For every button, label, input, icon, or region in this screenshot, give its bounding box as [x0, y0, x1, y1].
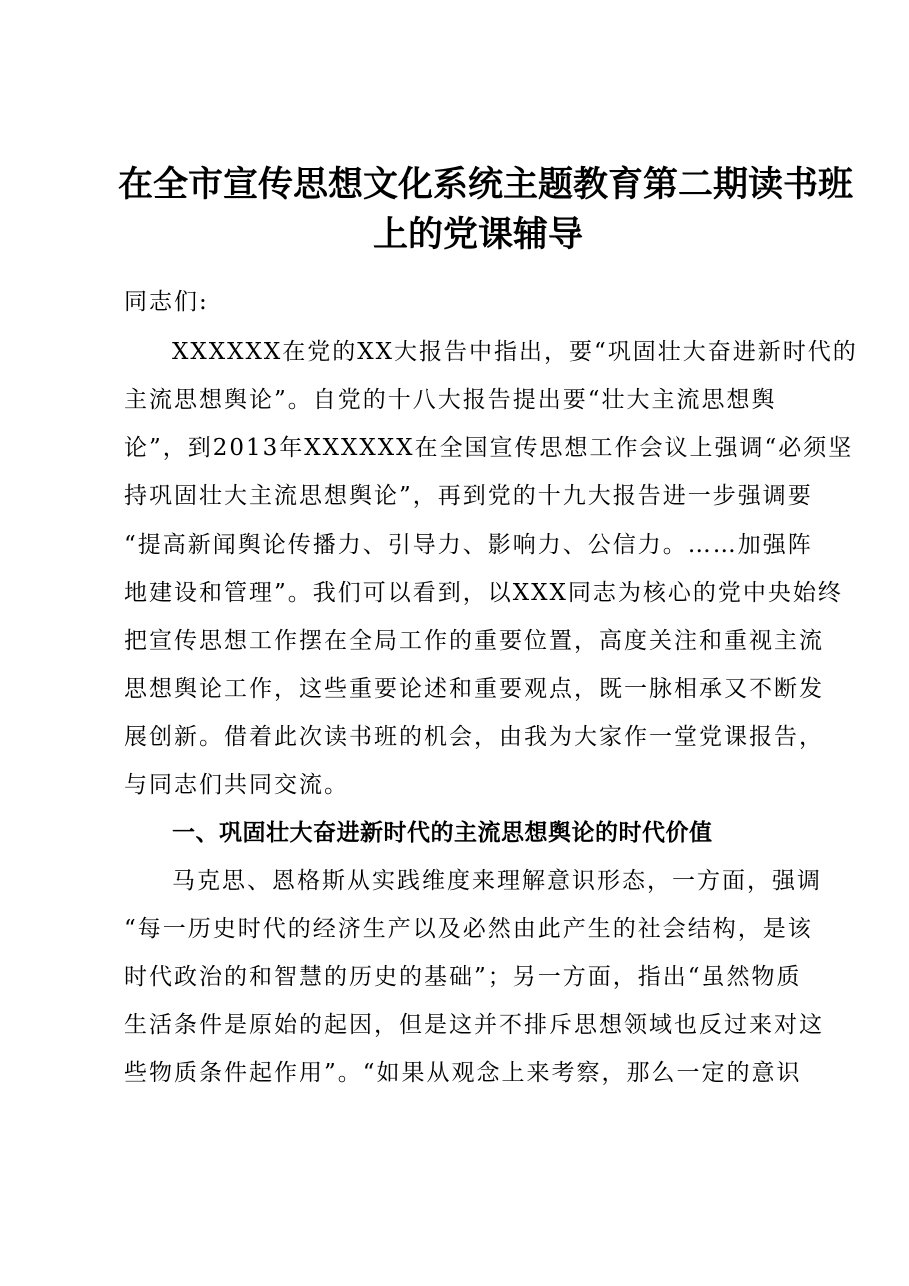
- paragraph-1-line-5: “提高新闻舆论传播力、引导力、影响力、公信力。……加强阵: [124, 532, 813, 558]
- paragraph-1-line-4: 持巩固壮大主流思想舆论”，再到党的十九大报告进一步强调要: [124, 483, 813, 509]
- salutation: 同志们:: [124, 289, 209, 315]
- paragraph-1-line-7: 把宣传思想工作摆在全局工作的重要位置，高度关注和重视主流: [124, 628, 824, 654]
- paragraph-2-line-4: 生活条件是原始的起因，但是这并不排斥思想领域也反过来对这: [124, 1012, 824, 1038]
- paragraph-1-line-10: 与同志们共同交流。: [124, 772, 349, 798]
- section-heading-1: 一、巩固壮大奋进新时代的主流思想舆论的时代价值: [172, 820, 713, 846]
- paragraph-2-line-2: “每一历史时代的经济生产以及必然由此产生的社会结构，是该: [124, 916, 813, 942]
- paragraph-2-line-5: 些物质条件起作用”。“如果从观念上来考察，那么一定的意识: [124, 1060, 802, 1086]
- paragraph-2-line-3: 时代政治的和智慧的历史的基础”；另一方面，指出“虽然物质: [124, 964, 802, 990]
- document-title-line-2: 上的党课辅导: [372, 214, 583, 255]
- paragraph-2-line-1: 马克思、恩格斯从实践维度来理解意识形态，一方面，强调: [172, 868, 822, 894]
- paragraph-1-line-9: 展创新。借着此次读书班的机会，由我为大家作一堂党课报告，: [124, 724, 824, 750]
- document-title-line-1: 在全市宣传思想文化系统主题教育第二期读书班: [118, 164, 854, 205]
- paragraph-1-line-1: XXXXXX在党的XX大报告中指出，要“巩固壮大奋进新时代的: [172, 339, 858, 365]
- paragraph-1-line-6: 地建设和管理”。我们可以看到，以XXX同志为核心的党中央始终: [124, 580, 843, 606]
- paragraph-1-line-2: 主流思想舆论”。自党的十八大报告提出要“壮大主流思想舆: [124, 387, 777, 413]
- paragraph-1-line-8: 思想舆论工作，这些重要论述和重要观点，既一脉相承又不断发: [124, 676, 824, 702]
- paragraph-1-line-3: 论”，到2013年XXXXXX在全国宣传思想工作会议上强调“必须坚: [124, 435, 854, 461]
